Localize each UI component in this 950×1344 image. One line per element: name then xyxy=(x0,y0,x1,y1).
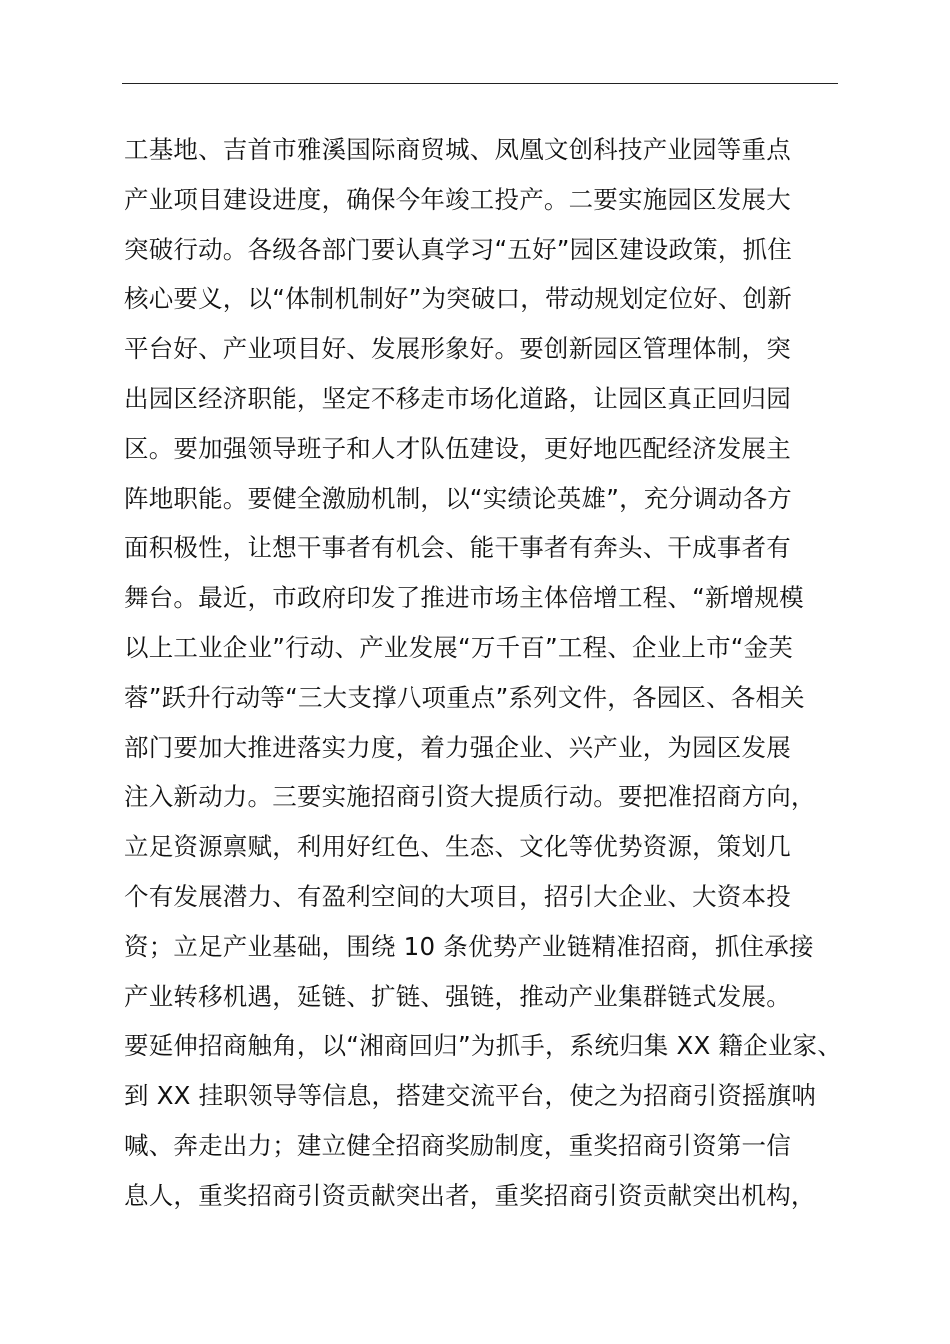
text-line: 以上工业企业”行动、产业发展“万千百”工程、企业上市“金芙 xyxy=(124,632,794,662)
text-line: 产业转移机遇，延链、扩链、强链，推动产业集群链式发展。 xyxy=(124,981,791,1011)
text-line: 资；立足产业基础，围绕 10 条优势产业链精准招商，抓住承接 xyxy=(124,931,814,961)
text-line: 蓉”跃升行动等“三大支撑八项重点”系列文件，各园区、各相关 xyxy=(124,682,805,712)
text-line: 面积极性，让想干事者有机会、能干事者有奔头、干成事者有 xyxy=(124,533,791,563)
text-line: 阵地职能。要健全激励机制，以“实绩论英雄”，充分调动各方 xyxy=(124,483,792,513)
text-line: 产业项目建设进度，确保今年竣工投产。二要实施园区发展大 xyxy=(124,184,791,214)
header-rule xyxy=(122,83,838,84)
text-line: 注入新动力。三要实施招商引资大提质行动。要把准招商方向， xyxy=(124,782,816,812)
text-line: 舞台。最近，市政府印发了推进市场主体倍增工程、“新增规模 xyxy=(124,583,804,613)
document-body xyxy=(124,125,884,1221)
text-line: 部门要加大推进落实力度，着力强企业、兴产业，为园区发展 xyxy=(124,732,791,762)
text-line: 核心要义，以“体制机制好”为突破口，带动规划定位好、创新 xyxy=(124,284,792,314)
text-line: 个有发展潜力、有盈利空间的大项目，招引大企业、大资本投 xyxy=(124,881,791,911)
text-line: 工基地、吉首市雅溪国际商贸城、凤凰文创科技产业园等重点 xyxy=(124,135,791,164)
text-line: 立足资源禀赋，利用好红色、生态、文化等优势资源，策划几 xyxy=(124,832,791,862)
text-line: 平台好、产业项目好、发展形象好。要创新园区管理体制，突 xyxy=(124,334,791,364)
text-line: 要延伸招商触角，以“湘商回归”为抓手，系统归集 XX 籍企业家、 xyxy=(124,1031,842,1061)
text-line: 喊、奔走出力；建立健全招商奖励制度，重奖招商引资第一信 xyxy=(124,1130,791,1160)
text-line: 到 XX 挂职领导等信息，搭建交流平台，使之为招商引资摇旗呐 xyxy=(124,1081,817,1111)
text-line: 突破行动。各级各部门要认真学习“五好”园区建设政策，抓住 xyxy=(124,234,792,264)
text-line: 出园区经济职能，坚定不移走市场化道路，让园区真正回归园 xyxy=(124,383,791,413)
text-line: 区。要加强领导班子和人才队伍建设，更好地匹配经济发展主 xyxy=(124,433,791,463)
text-line: 息人，重奖招商引资贡献突出者，重奖招商引资贡献突出机构， xyxy=(124,1180,816,1210)
